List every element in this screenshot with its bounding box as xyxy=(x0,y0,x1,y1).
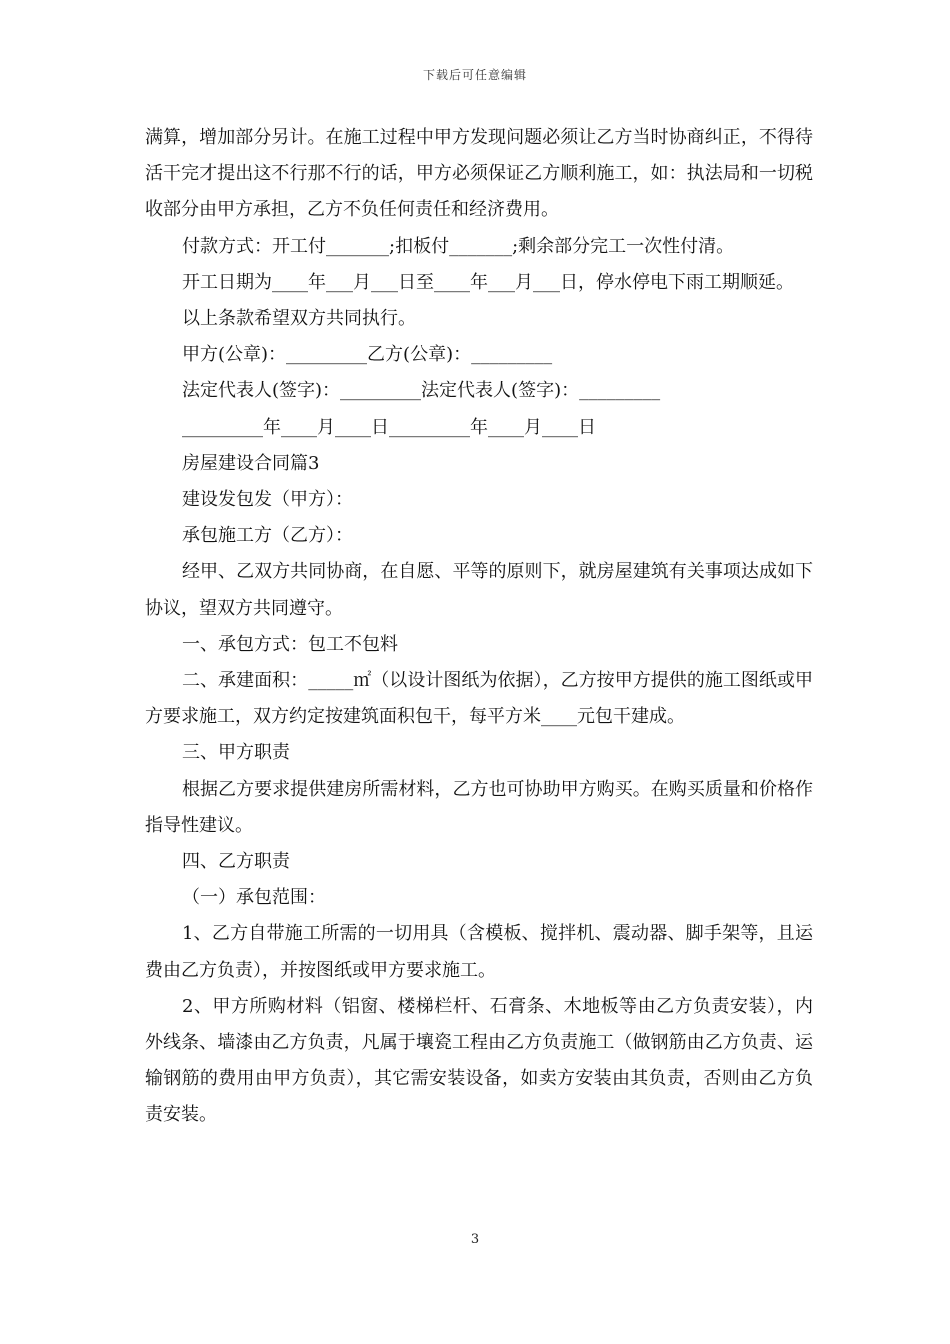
section-title: 房屋建设合同篇3 xyxy=(182,452,320,474)
clause-subheading: （一）承包范围： xyxy=(182,887,326,909)
paragraph: 1、乙方自带施工所需的一切用具（含模板、搅拌机、震动器、脚手架等，且运费由乙方负责），并按图纸或甲方要求施工。 xyxy=(145,923,813,981)
paragraph: 以上条款希望双方共同执行。 xyxy=(182,308,416,330)
signature-line: 法定代表人(签字)：_________法定代表人(签字)：_________ xyxy=(182,380,661,402)
paragraph: 承包施工方（乙方）： xyxy=(182,525,353,547)
paragraph: 建设发包发（甲方）： xyxy=(182,489,353,511)
signature-line: 甲方(公章)：_________乙方(公章)：_________ xyxy=(182,344,553,366)
clause-heading: 三、甲方职责 xyxy=(182,742,290,764)
date-line: _________年____月____日_________年____月____日 xyxy=(182,416,596,438)
clause-heading: 四、乙方职责 xyxy=(182,851,290,873)
paragraph: 根据乙方要求提供建房所需材料，乙方也可协助甲方购买。在购买质量和价格作指导性建议。 xyxy=(145,778,813,836)
paragraph: 付款方式：开工付_______;扣板付_______;剩余部分完工一次性付清。 xyxy=(182,235,735,257)
page-header: 下载后可任意编辑 xyxy=(422,68,527,82)
paragraph: 二、承建面积：_____㎡（以设计图纸为依据），乙方按甲方提供的施工图纸或甲方要求施工，双方约定按建筑面积包干，每平方米____元包干建成。 xyxy=(145,670,813,728)
paragraph: 开工日期为____年___月___日至____年___月___日，停水停电下雨工期顺延。 xyxy=(182,271,794,293)
paragraph: 满算，增加部分另计。在施工过程中甲方发现问题必须让乙方当时协商纠正，不得待活干完才提出这不行那不行的话，甲方必须保证乙方顺利施工，如：执法局和一切税收部分由甲方承担，乙方不负任何责任和经济费用。 xyxy=(145,127,813,221)
paragraph: 经甲、乙双方共同协商，在自愿、平等的原则下，就房屋建筑有关事项达成如下协议，望双方共同遵守。 xyxy=(145,561,813,619)
paragraph: 2、甲方所购材料（铝窗、楼梯栏杆、石膏条、木地板等由乙方负责安装），内外线条、墙漆由乙方负责，凡属于壤瓷工程由乙方负责施工（做钢筋由乙方负责、运输钢筋的费用由甲方负责），其它需安装设备，如卖方安装由其负责，否则由乙方负责安装。 xyxy=(145,995,813,1126)
document-body xyxy=(145,120,813,1134)
page-number: 3 xyxy=(470,1232,480,1247)
clause-heading: 一、承包方式：包工不包料 xyxy=(182,633,398,655)
